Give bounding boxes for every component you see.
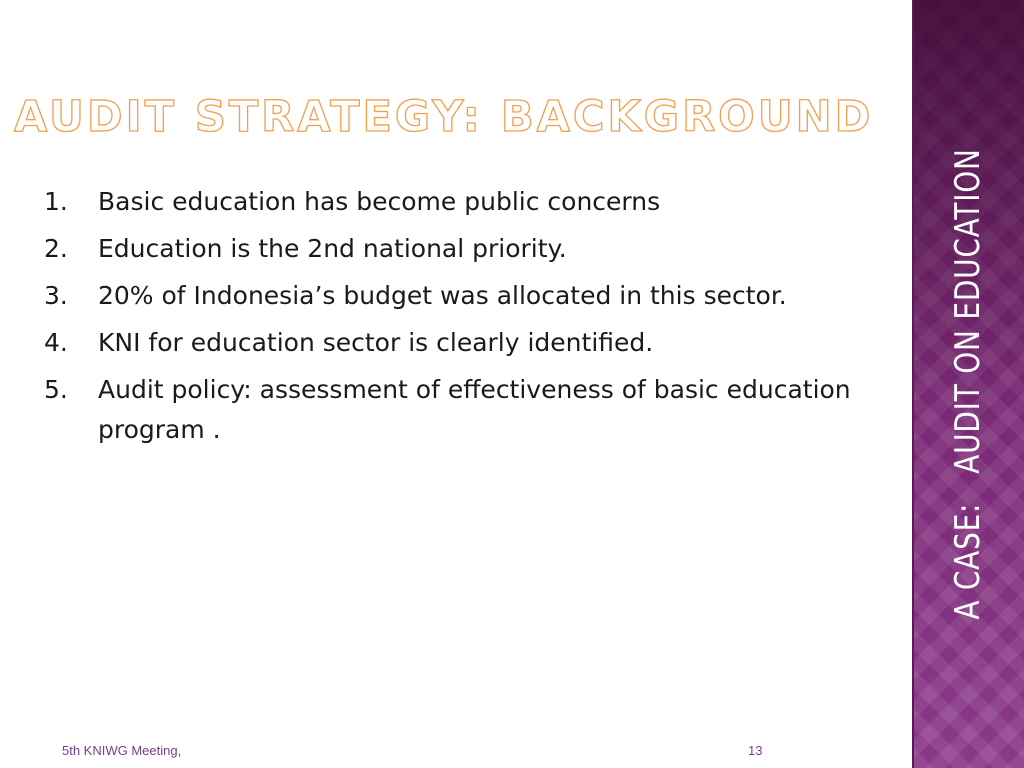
sidebar-title <box>948 97 988 672</box>
slide-title: AUDIT STRATEGY: BACKGROUND <box>14 92 874 142</box>
list-item-text: 20% of Indonesia’s budget was allocated in this sector. <box>98 281 787 310</box>
list-item-text: Education is the 2nd national priority. <box>98 234 567 263</box>
list-item <box>44 229 894 269</box>
list-item <box>44 323 894 363</box>
sidebar-title-text: A CASE: AUDIT ON EDUCATION <box>948 148 988 620</box>
list-item-text: KNI for education sector is clearly identified. <box>98 328 654 357</box>
list-item <box>44 276 894 316</box>
list-item-number: 3. <box>44 281 68 310</box>
list-item <box>44 370 894 450</box>
list-item-number: 4. <box>44 328 68 357</box>
list-item-number: 2. <box>44 234 68 263</box>
footer-meeting-label: 5th KNIWG Meeting, <box>62 743 182 758</box>
background-list <box>44 182 894 457</box>
list-item-text: Audit policy: assessment of effectiveness of basic education program . <box>98 375 851 444</box>
page-number: 13 <box>748 743 763 758</box>
list-item-text: Basic education has become public concerns <box>98 187 661 216</box>
list-item-number: 1. <box>44 187 68 216</box>
list-item-number: 5. <box>44 375 68 404</box>
list-item <box>44 182 894 222</box>
